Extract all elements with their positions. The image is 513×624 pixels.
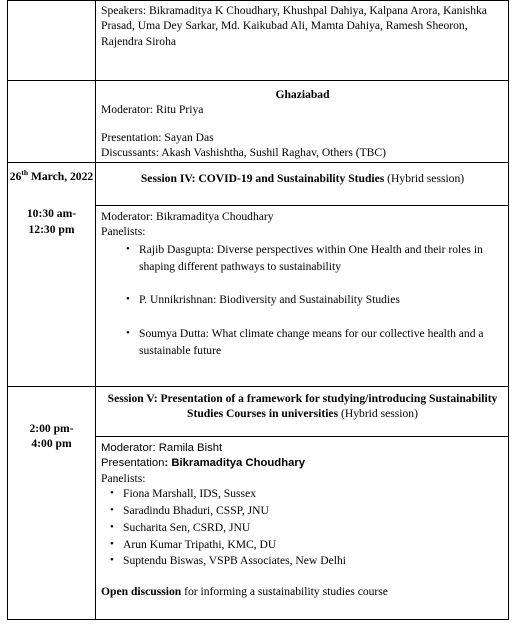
session4-moderator: Moderator: Bikramaditya Choudhary	[101, 210, 274, 224]
session5-title: Session V: Presentation of a framework for studying/introducing Sustainability Studies Courses in universities (Hybrid session)	[107, 392, 498, 421]
ghaziabad-moderator: Moderator: Ritu Priya	[101, 103, 204, 117]
empty-time-cell	[8, 81, 96, 163]
ghaziabad-cell	[96, 81, 509, 163]
session5-time: 2:00 pm- 4:00 pm	[29, 422, 74, 451]
panelist-item: • Saradindu Bhaduri, CSSP, JNU	[123, 503, 504, 520]
ghaziabad-row	[8, 81, 509, 163]
session5-details-cell	[96, 437, 509, 620]
panelist-item: • Arun Kumar Tripathi, KMC, DU	[123, 537, 504, 554]
schedule-table	[7, 0, 509, 620]
ghaziabad-presentation: Presentation: Sayan Das	[101, 130, 214, 144]
speakers-cell	[96, 1, 509, 81]
panelist-item: • Suptendu Biswas, VSPB Associates, New Delhi	[123, 553, 504, 570]
session4-time: 10:30 am- 12:30 pm	[26, 207, 77, 236]
panelist-item: • P. Unnikrishnan: Biodiversity and Sustainability Studies	[139, 292, 504, 309]
ghaziabad-discussants: Discussants: Akash Vashishtha, Sushil Raghav, Others (TBC)	[101, 145, 387, 159]
session4-title-row	[8, 163, 509, 206]
speakers-row	[8, 1, 509, 81]
session4-date: 26th March, 2022	[9, 168, 94, 184]
open-discussion: Open discussion for informing a sustainability studies course	[101, 585, 388, 599]
session5-panelists-label: Panelists:	[101, 472, 146, 485]
session5-title-row	[8, 387, 509, 437]
panelist-item: • Sucharita Sen, CSRD, JNU	[123, 520, 504, 537]
panelist-item: • Soumya Dutta: What climate change means for our collective health and a sustainable future	[139, 326, 504, 360]
empty-time-cell	[8, 1, 96, 81]
session4-title-cell	[96, 163, 509, 206]
ghaziabad-heading: Ghaziabad	[275, 88, 330, 101]
session4-panelists-label: Panelists:	[101, 225, 146, 239]
speakers-text: Speakers: Bikramaditya K Choudhary, Khushpal Dahiya, Kalpana Arora, Kanishka Prasad, Uma Dey Sarkar, Md. Kaikubad Ali, Mamta Dahiya, Ramesh Sheoron, Rajendra Siroha	[101, 4, 487, 48]
session4-panelist-list	[101, 242, 504, 360]
session4-details-cell	[96, 206, 509, 387]
session5-time-cell	[8, 387, 96, 620]
session5-moderator: Moderator: Ramila Bisht	[101, 442, 223, 455]
session5-title-cell	[96, 387, 509, 437]
session4-date-time-cell	[8, 163, 96, 387]
session4-title: Session IV: COVID-19 and Sustainability Studies (Hybrid session)	[140, 172, 465, 186]
session5-panelist-list	[101, 486, 504, 570]
panelist-item: • Fiona Marshall, IDS, Sussex	[123, 486, 504, 503]
session5-presentation: Presentation: Bikramaditya Choudhary	[101, 457, 306, 470]
panelist-item: • Rajib Dasgupta: Diverse perspectives within One Health and their roles in shaping different pathways to sustainability	[139, 242, 504, 276]
